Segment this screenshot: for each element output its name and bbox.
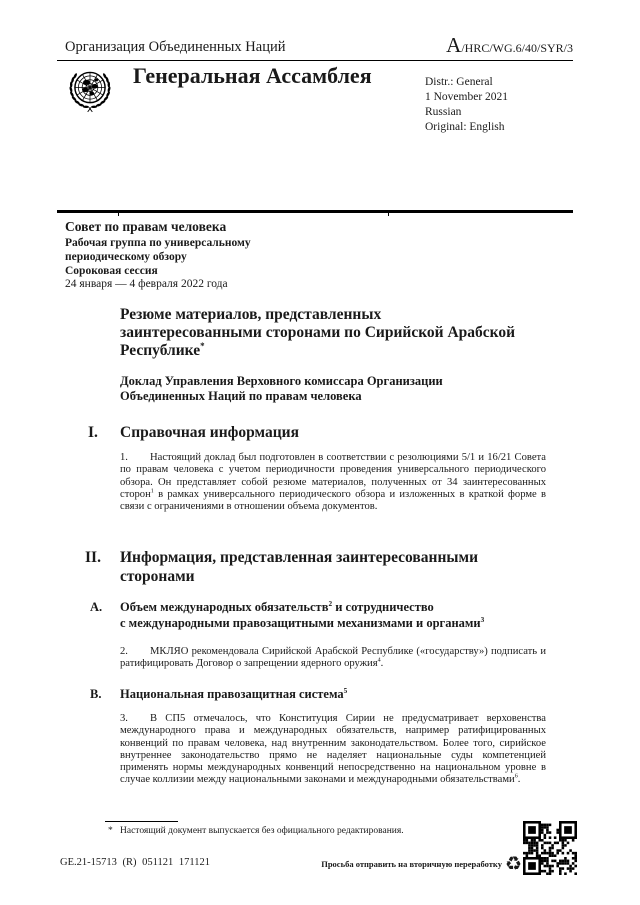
paragraph-text: . [380,658,384,670]
org-name: Организация Объединенных Наций [65,39,286,55]
footnote-text: Настоящий документ выпускается без официального редактирования. [120,826,404,836]
session-number: Сороковая сессия [65,264,158,277]
divider-rule [57,210,573,213]
footnote-rule [105,821,178,822]
working-group-line2: периодическому обзору [65,250,187,263]
footnote-ref: 6 [514,773,518,780]
document-symbol [446,33,573,58]
paragraph-text: В СП5 отмечалось, что Конституция Сирии не предусматривает верховенства международного права и международных обязательств, например ратифицированных конвенций по правам человека, над внутренним законодательством. Более того, сирийское внутреннее законодательство прямо не наделяет национальные суды компетенцией применять нормы международных конвенций непосредственно на национальном уровне в случае коллизии между национальными законами и международными обязательствами [120,713,546,786]
footnote-marker: * [108,826,113,836]
council-name: Совет по правам человека [65,219,227,234]
paragraph-3 [120,713,546,787]
date-line: 1 November 2021 [425,91,509,103]
heading-line [120,616,550,632]
heading-text: Национальная правозащитная система [120,687,344,701]
document-subtitle [120,374,550,404]
section-a-number: A. [90,600,103,614]
recycle-text: Просьба отправить на вторичную переработку [321,859,502,869]
session-block [65,219,251,292]
title-line: Резюме материалов, представленных [120,306,382,323]
heading-text: Объем международных обязательств [120,600,329,614]
footnote-ref: 3 [480,615,485,624]
paragraph-number: 1. [120,452,128,463]
title-line [120,342,590,360]
paragraph-2 [120,646,546,671]
recycle-icon: ♻ [504,853,522,875]
working-group-line1: Рабочая группа по универсальному [65,237,251,249]
document-symbol-initial: A [446,33,462,57]
footnote-ref: 1 [150,488,154,495]
title-line: заинтересованными сторонами по Сирийской Арабской [120,324,516,341]
page-title: Генеральная Ассамблея [133,63,372,88]
footnote-ref: 5 [343,686,348,695]
heading-text: и сотрудничество [332,600,434,614]
section-b-heading [120,687,347,703]
paragraph-text: МКЛЯО рекомендовала Сирийской Арабской Республике («государству») подписать и ратифицировать Договор о запрещении ядерного оружия [120,646,546,670]
paragraph-text: Настоящий доклад был подготовлен в соответствии с резолюциями 5/1 и 16/21 Совета по правам человека с учетом периодичности проведения универсального периодического обзора. Он представляет собой резюме материалов, полученных от 34 заинтересованных сторон [120,452,546,500]
original-line: Original: English [425,121,505,133]
session-dates: 24 января — 4 февраля 2022 года [65,278,228,291]
section-1-number: I. [88,424,98,441]
subtitle-line: Доклад Управления Верховного комиссара Организации [120,374,443,388]
paragraph-number: 2. [120,646,128,657]
rule-tick [118,212,119,216]
heading-line: Информация, представленная заинтересованными [120,549,478,566]
heading-text: с международными правозащитными механизмами и органами [120,615,481,630]
section-1-heading: Справочная информация [120,424,299,441]
section-b-number: B. [90,687,102,701]
footnote-ref: 4 [377,657,381,664]
recycle-note [321,853,522,875]
document-symbol-rest: /HRC/WG.6/40/SYR/3 [461,41,573,55]
un-emblem-icon [61,61,119,121]
rule-tick [388,212,389,216]
footnote-ref: * [200,340,205,351]
subtitle-line: Объединенных Наций по правам человека [120,389,362,403]
footnote [108,826,478,836]
paragraph-text: . [517,774,521,786]
paragraph-number: 3. [120,713,128,724]
distribution-block [425,75,508,135]
document-title [120,306,590,360]
title-text: Республике [120,342,201,359]
language-line: Russian [425,106,462,118]
heading-line: сторонами [120,567,195,585]
paragraph-text: в рамках универсального периодического обзора и изложенных в краткой форме в связи с ограничениями в отношении объема документов. [120,488,546,513]
paragraph-1 [120,452,546,513]
header-rule [57,60,573,61]
ge-number: GE.21-15713 (R) 051121 171121 [60,857,210,868]
heading-line [120,600,550,616]
qr-code [523,821,577,875]
section-2-number: II. [85,549,101,566]
footnote-ref: 2 [328,599,333,608]
distr-line: Distr.: General [425,76,493,88]
section-a-heading [120,600,550,631]
section-2-heading [120,549,550,586]
